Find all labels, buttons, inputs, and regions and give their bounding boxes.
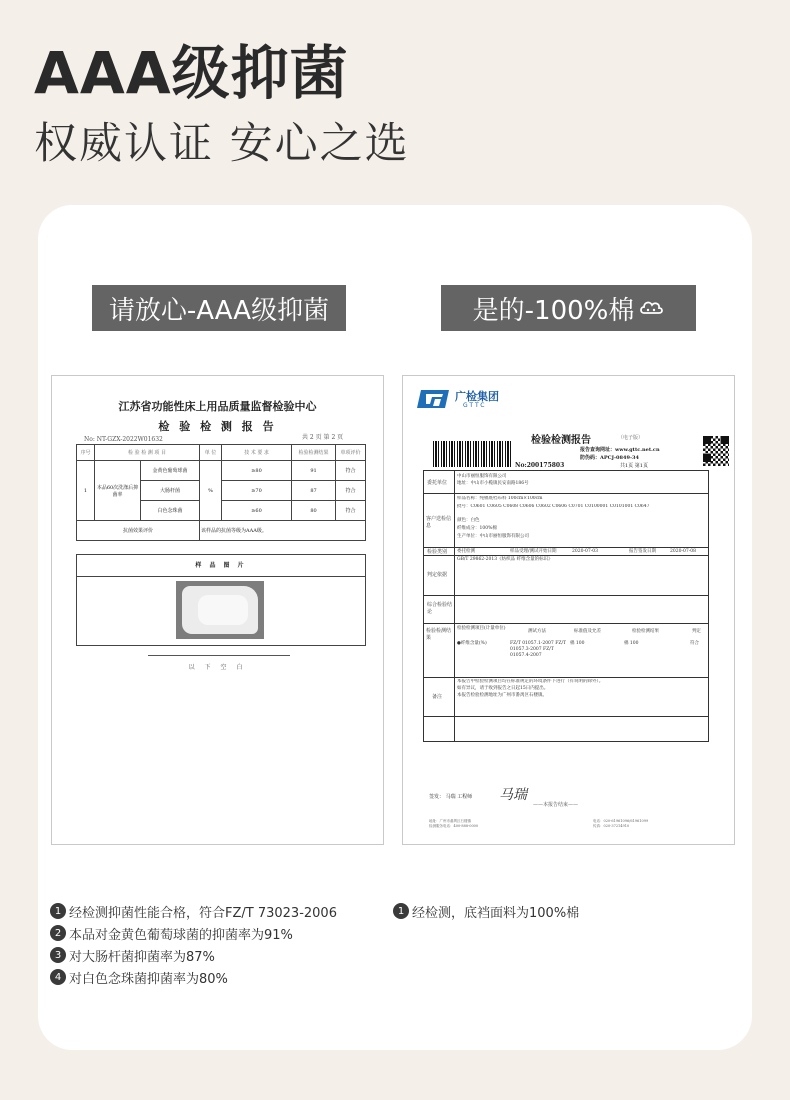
requirement: ≥80: [222, 461, 292, 481]
requirement: ≥60: [222, 501, 292, 521]
bacteria-name: 大肠杆菌: [141, 481, 200, 501]
list-item: [50, 944, 337, 966]
sample-photo: [176, 581, 264, 639]
evaluation: 符合: [336, 481, 366, 501]
report-title: 检验检测报告: [531, 435, 591, 446]
bacteria-name: 白色念珠菌: [141, 501, 200, 521]
conclusion-label: 抗菌效果评价: [77, 521, 200, 541]
bacteria-name: 金黄色葡萄球菌: [141, 461, 200, 481]
result: 80: [292, 501, 336, 521]
table-header: 技 术 要 求: [222, 445, 292, 461]
brand-en: GTTC: [463, 402, 487, 409]
footer-line: 检测服务电话：400-888-0000: [429, 824, 479, 828]
remark-line: 本报告检验检测地址为广州市番禺区石楼镇。: [457, 693, 547, 698]
result-judgement: 符合: [690, 641, 699, 646]
sign-label: 签发：: [429, 794, 445, 800]
label-sample: 客户送检信息: [426, 516, 452, 529]
page-title: AAA级抑菌: [34, 39, 349, 107]
result-header: 检验检测项目(计量单位): [457, 626, 506, 631]
label-conclusion: 综合检验结论: [427, 602, 453, 615]
label-judge: 判定依据: [427, 572, 448, 578]
evaluation: 符合: [336, 461, 366, 481]
number-badge: 1: [393, 903, 409, 919]
table-header: 检 验 检 测 项 目: [95, 445, 200, 461]
sample-line: 颜色：白色: [457, 518, 480, 523]
brand-name: 广检集团: [455, 390, 499, 403]
label-results: 检验检测结果: [426, 628, 452, 641]
number-badge: 4: [50, 969, 66, 985]
list-item: [50, 900, 337, 922]
report-table: [76, 444, 366, 541]
number-badge: 1: [50, 903, 66, 919]
list-item: [50, 922, 337, 944]
issued-date: 2020-07-08: [670, 549, 696, 554]
label-category: 检验类别: [427, 549, 448, 555]
report-title: 检 验 检 测 报 告: [158, 420, 277, 433]
label-remarks: 备注: [432, 694, 443, 700]
report-title-note: （电子版）: [618, 435, 644, 441]
report-meta-line: 报告查询网址：www.gttc.net.cn: [580, 447, 660, 453]
result: 91: [292, 461, 336, 481]
signer-name: 马瑞 工程师: [445, 794, 473, 800]
label-client: 委托单位: [427, 480, 448, 486]
table-header: 单项评价: [336, 445, 366, 461]
result-header: 标准值及允差: [574, 629, 601, 634]
sample-line: 生产单位：中山市丽恒服饰有限公司: [457, 534, 529, 539]
report-meta-line: 共1页 第1页: [620, 463, 648, 469]
result-method: FZ/T 01057.1-2007 FZ/T 01057.3-2007 FZ/T 01057.4-2007: [510, 641, 566, 658]
client-address: 地址：中山市小榄镇民安南路186号: [457, 481, 529, 486]
table-row: [77, 521, 366, 541]
report-end: ——本报告结束——: [533, 802, 579, 808]
conclusion: 该样品的抗菌等级为AAA级。: [200, 521, 366, 541]
row-item: 本品60次洗涤后抑菌率: [95, 461, 141, 521]
note-text: 对大肠杆菌抑菌率为87%: [69, 949, 215, 965]
handwritten-signature: 马瑞: [499, 787, 527, 803]
received-label: 样品受理/测试开始日期: [510, 549, 557, 554]
footer-left: [429, 819, 478, 829]
result-header: 测试方法: [528, 629, 546, 634]
report-page: 共 2 页 第 2 页: [302, 434, 344, 441]
judge-standard: GB/T 29862-2013《纺织品 纤维含量的标识》: [457, 557, 553, 562]
sample-line: 纤维成分：100%棉: [457, 526, 497, 531]
result-header: 判定: [692, 629, 701, 634]
fiber-content-report: [402, 375, 735, 845]
gttc-logo: [417, 388, 451, 410]
sample-line: 批号：C0601 C0605 C0608 C0606 C0602 C0606 C0701 C0100001 C0101001 C0647: [457, 504, 650, 509]
issued-label: 报告签发日期: [629, 549, 656, 554]
footer-line: 电话：020-61961096/61961099: [593, 819, 649, 823]
table-header: 检验检测结果: [292, 445, 336, 461]
badge-cotton-label: 是的-100%棉: [472, 295, 635, 326]
number-badge: 3: [50, 947, 66, 963]
notes-left: [50, 900, 337, 988]
antibacterial-report: [51, 375, 384, 845]
requirement: ≥70: [222, 481, 292, 501]
client-name: 中山市丽恒服饰有限公司: [457, 474, 507, 479]
badge-antibacterial: [92, 285, 346, 331]
remark-line: 如有异议，请于收到报告之日起15日内提出。: [457, 686, 549, 691]
note-text: 经检测抑菌性能合格，符合FZ/T 73023-2006: [69, 905, 337, 921]
page-subtitle: 权威认证 安心之选: [34, 119, 410, 169]
report-meta-line: 防伪码：APCJ-0849-34: [580, 455, 640, 461]
result-value: 棉 100: [624, 641, 639, 646]
footer-right: [593, 819, 648, 829]
report-org: 江苏省功能性床上用品质量监督检验中心: [118, 400, 317, 413]
table-row: [77, 461, 366, 481]
result-header: 检验检测结果: [632, 629, 659, 634]
result: 87: [292, 481, 336, 501]
footer-line: 地址：广州市番禺区石楼镇: [429, 819, 471, 823]
list-item: [50, 966, 337, 988]
note-text: 经检测，底裆面料为100%棉: [412, 905, 580, 921]
sample-line: 样品名称：纯棉底档布料 100cm×100cm: [457, 496, 543, 501]
report-grid: [423, 470, 709, 742]
number-badge: 2: [50, 925, 66, 941]
received-date: 2020-07-03: [572, 549, 598, 554]
qr-code: [703, 436, 729, 466]
end-divider: [148, 655, 290, 656]
table-header: 序号: [77, 445, 95, 461]
footer-line: 传真：020-37214910: [593, 824, 630, 828]
row-index: 1: [77, 461, 95, 521]
evaluation: 符合: [336, 501, 366, 521]
end-text: 以 下 空 白: [188, 664, 247, 671]
result-standard: 棉 100: [570, 641, 585, 646]
badge-antibacterial-label: 请放心-AAA级抑菌: [108, 295, 330, 326]
barcode-number: No:200175803: [515, 462, 565, 469]
note-text: 对白色念珠菌抑菌率为80%: [69, 971, 228, 987]
remark-line: 本报告中检验检测项目均在标准规定的环境条件下进行（有说明的除外）。: [457, 679, 604, 684]
badge-cotton: [441, 285, 696, 331]
barcode: [433, 441, 513, 467]
note-text: 本品对金黄色葡萄球菌的抑菌率为91%: [69, 927, 293, 943]
row-unit: %: [200, 461, 222, 521]
table-header: 单 位: [200, 445, 222, 461]
category-value: 委托检测: [457, 549, 475, 554]
report-number: No: NT-GZX-2022W01632: [84, 436, 163, 443]
report-meta: [580, 446, 660, 470]
signature-line: [429, 793, 472, 800]
list-item: [393, 900, 579, 922]
notes-right: [393, 900, 579, 922]
result-item: ●纤维含量(%): [457, 641, 487, 646]
cloud-icon: [638, 296, 664, 320]
sample-title: 样 品 图 片: [77, 555, 365, 577]
table-header-row: [77, 445, 366, 461]
